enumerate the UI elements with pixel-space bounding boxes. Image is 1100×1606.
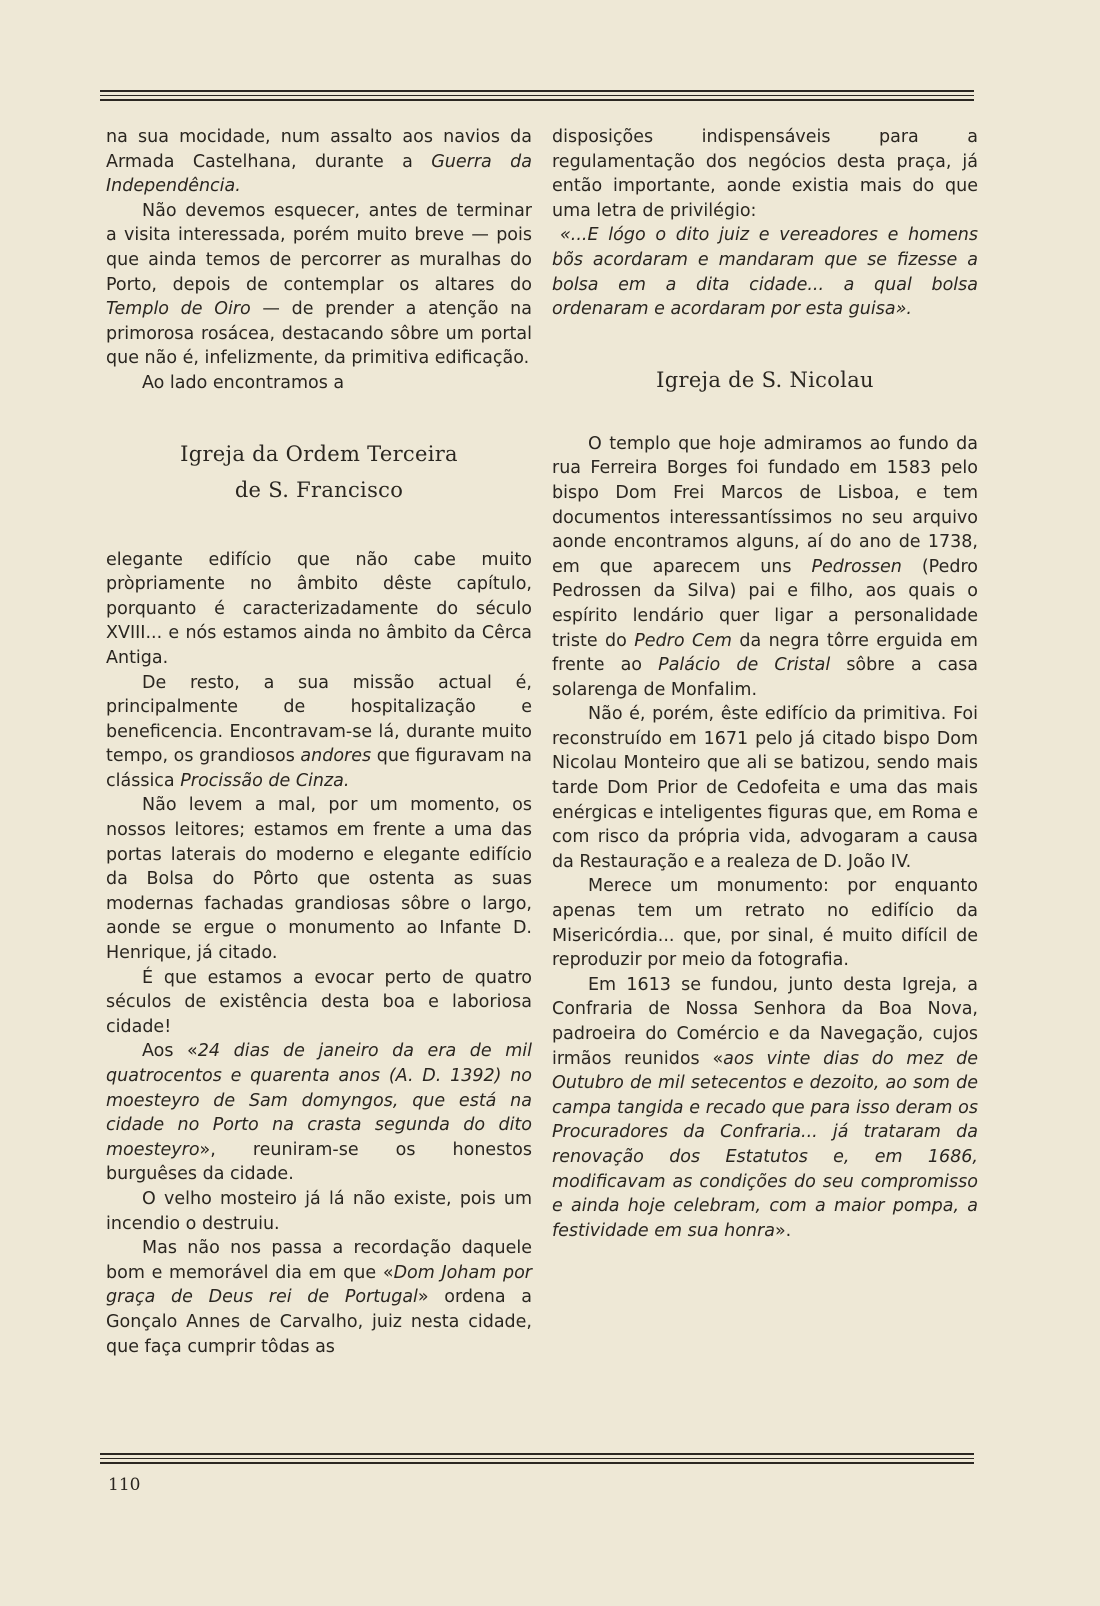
paragraph: elegante edifício que não cabe muito pròpriamente no âmbito dêste capítulo, porquanto é caracterizadamente do século XVIII... e nós estamos ainda no âmbito da Cêrca Antiga. bbox=[106, 549, 532, 668]
paragraph: Merece um monumento: por enquanto apenas tem um retrato no edifício da Misericórdia... que, por sinal, é muito difícil de reproduzir por meio da fotografia. bbox=[552, 876, 978, 971]
paragraph: O velho mosteiro já lá não existe, pois um incendio o destruiu. bbox=[106, 1188, 532, 1234]
paragraph: Em 1613 se fundou, junto desta Igreja, a Confraria de Nossa Senhora da Boa Nova, padroeira do Comércio e da Navegação, cujos irmãos reunidos «aos vinte dias do mez de Outubro de mil setecentos e dezoito, ao som de campa tangida e recado que para isso deram os Procuradores da Confraria... já trataram da renovação dos Estatutos e, em 1686, modificavam as condições do seu compromisso e ainda hoje celebram, com a maior pompa, a festividade em sua honra». bbox=[552, 974, 978, 1241]
paragraph: Mas não nos passa a recordação daquele bom e memorável dia em que «Dom Joham por graça de Deus rei de Portugal» ordena a Gonçalo Annes de Carvalho, juiz nesta cidade, que faça cumprir tôdas as bbox=[106, 1238, 533, 1357]
right-column bbox=[552, 125, 978, 1243]
quotation: «...E lógo o dito juiz e vereadores e homens bõs acordaram e mandaram que se fizesse a bolsa em a dita cidade... a qual bolsa ordenaram e acordaram por esta guisa». bbox=[552, 225, 978, 320]
paragraph: De resto, a sua missão actual é, principalmente de hospitalização e beneficencia. Encontravam-se lá, durante muito tempo, os grandiosos andores que figuravam na clássica Procissão de Cinza. bbox=[106, 672, 532, 791]
paragraph: Aos «24 dias de janeiro da era de mil quatrocentos e quarenta anos (A. D. 1392) no moesteyro de Sam domyngos, que está na cidade no Porto na crasta segunda do dito moesteyro», reuniram-se os honestos burguêses da cidade. bbox=[106, 1041, 533, 1185]
paragraph: Não devemos esquecer, antes de terminar a visita interessada, porém muito breve — pois que ainda temos de percorrer as muralhas do Porto, depois de contemplar os altares do Templo de Oiro — de prender a atenção na primorosa rosácea, destacando sôbre um portal que não é, infelizmente, da primitiva edificação. bbox=[106, 200, 532, 369]
page-number: 110 bbox=[108, 1475, 141, 1495]
paragraph: Ao lado encontramos a bbox=[142, 372, 345, 393]
paragraph: disposições indispensáveis para a regulamentação dos negócios desta praça, já então importante, aonde existia mais do que uma letra de privilégio: bbox=[552, 127, 978, 221]
bottom-rule bbox=[100, 1453, 974, 1467]
top-rule bbox=[100, 90, 974, 104]
section-heading: Igreja de S. Nicolau bbox=[656, 367, 874, 392]
paragraph: Não é, porém, êste edifício da primitiva. Foi reconstruído em 1671 pelo já citado bispo Dom Nicolau Monteiro que ali se batizou, sendo mais tarde Dom Prior de Cedofeita e uma das mais enérgicas e inteligentes figuras que, em Roma e com risco da própria vida, advogaram a causa da Restauração e a realeza de D. João IV. bbox=[552, 704, 978, 872]
left-column bbox=[106, 125, 532, 1359]
paragraph: É que estamos a evocar perto de quatro séculos de existência desta boa e laboriosa cidade! bbox=[106, 967, 532, 1037]
paragraph: Não levem a mal, por um momento, os nossos leitores; estamos em frente a uma das portas laterais do moderno e elegante edifício da Bolsa do Pôrto que ostenta as suas modernas fachadas grandiosas sôbre o largo, aonde se ergue o monumento ao Infante D. Henrique, já citado. bbox=[106, 795, 532, 964]
paragraph: O templo que hoje admiramos ao fundo da rua Ferreira Borges foi fundado em 1583 pelo bispo Dom Frei Marcos de Lisboa, e tem documentos interessantíssimos no seu arquivo aonde encontramos alguns, aí do ano de 1738, em que aparecem uns Pedrossen (Pedro Pedrossen da Silva) pai e filho, aos quais o espírito lendário quer ligar a personalidade triste do Pedro Cem da negra tôrre erguida em frente ao Palácio de Cristal sôbre a casa solarenga de Monfalim. bbox=[552, 433, 978, 700]
section-heading: Igreja da Ordem Terceira de S. Francisco bbox=[180, 441, 458, 502]
paragraph: na sua mocidade, num assalto aos navios da Armada Castelhana, durante a Guerra da Independência. bbox=[106, 127, 532, 197]
